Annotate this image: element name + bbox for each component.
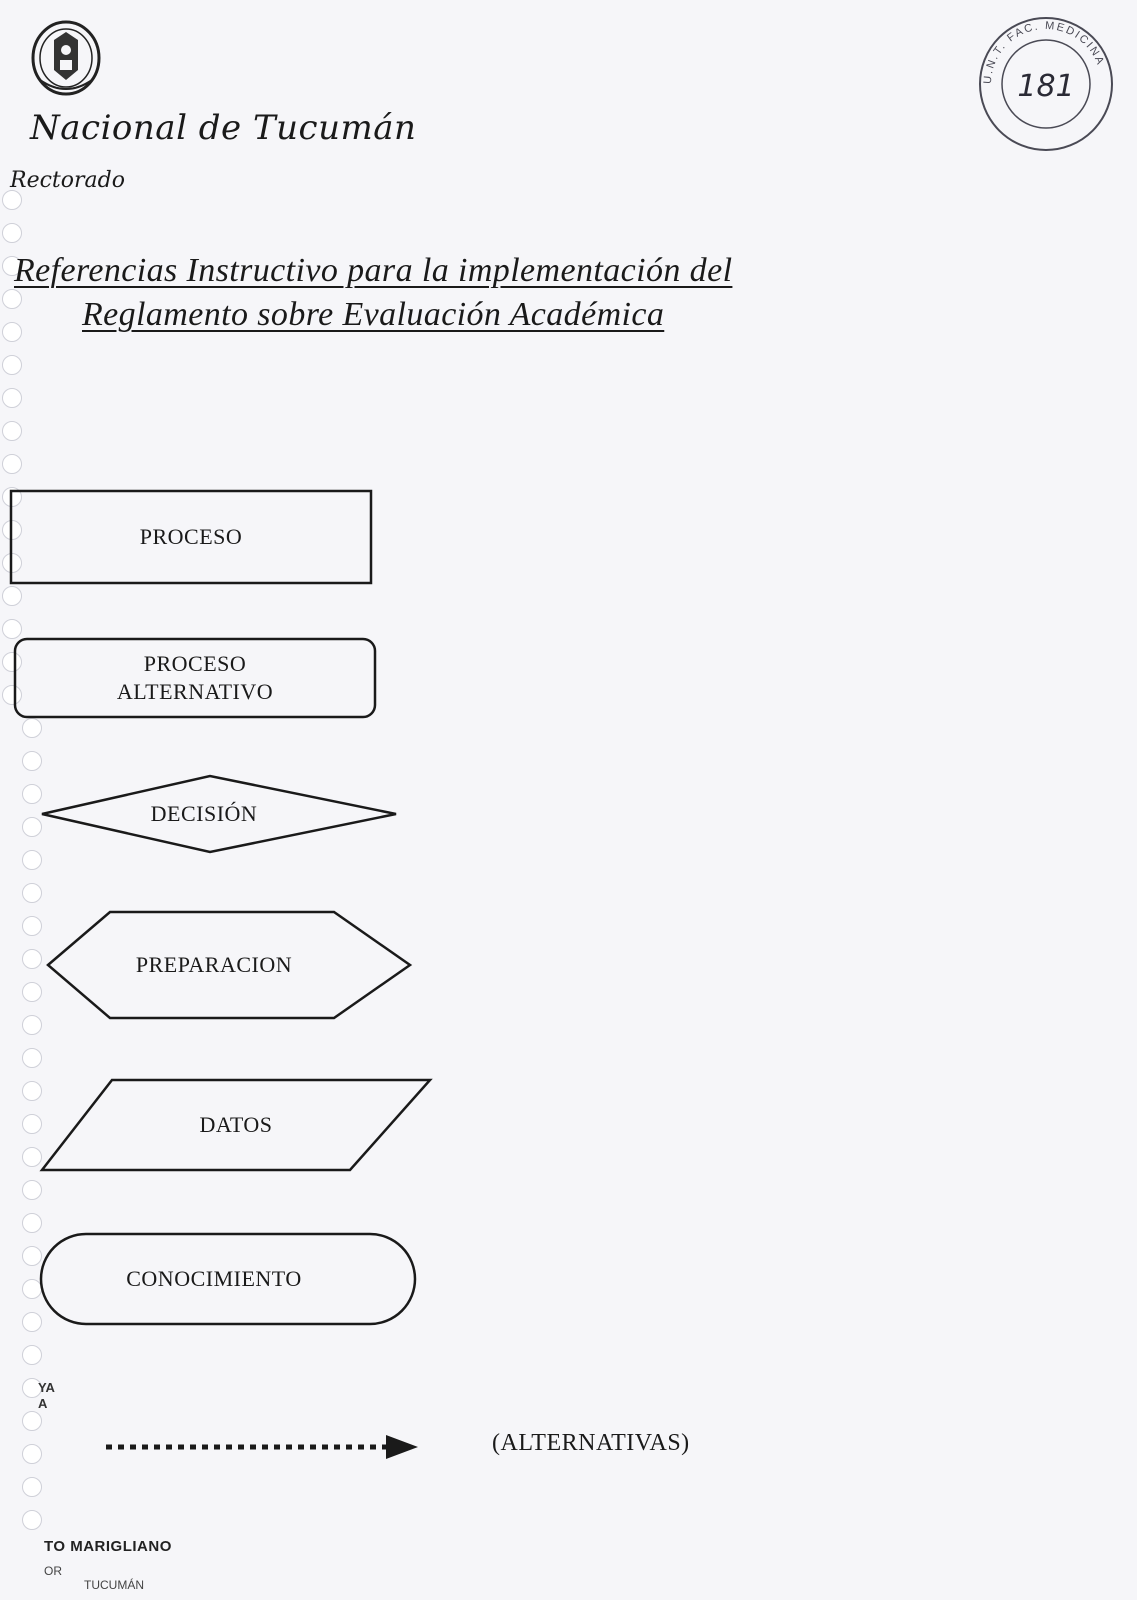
signature-line-2: OR: [44, 1564, 62, 1578]
symbol-alternate-process-line-1: PROCESO: [143, 651, 247, 676]
binding-hole: [22, 1510, 42, 1530]
binding-hole: [22, 784, 42, 804]
binding-hole: [22, 1246, 42, 1266]
symbol-knowledge: [40, 1232, 418, 1326]
symbol-alternate-process-line-2: ALTERNATIVO: [116, 679, 274, 704]
binding-hole: [22, 817, 42, 837]
binding-hole: [2, 289, 22, 309]
binding-hole: [22, 883, 42, 903]
dotted-arrow-connector: [104, 1432, 424, 1462]
binding-hole: [22, 1180, 42, 1200]
binding-hole: [22, 718, 42, 738]
binding-hole: [22, 1411, 42, 1431]
binding-hole: [2, 223, 22, 243]
letterhead-university: Nacional de Tucumán: [30, 108, 417, 148]
binding-hole: [22, 1444, 42, 1464]
binding-hole: [2, 355, 22, 375]
binding-hole: [2, 190, 22, 210]
signature-title-fragment: [44, 1564, 144, 1592]
binding-hole: [2, 454, 22, 474]
binding-hole: [22, 949, 42, 969]
binding-hole: [22, 1114, 42, 1134]
letterhead-office: Rectorado: [10, 168, 125, 193]
binding-hole: [22, 1048, 42, 1068]
binding-hole: [22, 1345, 42, 1365]
binding-hole: [2, 322, 22, 342]
symbol-data: [40, 1078, 432, 1172]
symbol-decision-label: DECISIÓN: [150, 801, 258, 826]
stamp-folio-number: 181: [1017, 69, 1075, 104]
symbol-process: [10, 490, 372, 584]
document-title-line-1: Referencias Instructivo para la implementación del: [14, 252, 733, 289]
signature-line-3: TUCUMÁN: [84, 1578, 144, 1592]
symbol-alternate-process: [14, 638, 376, 718]
signature-stamp-fragment-2: A: [38, 1396, 48, 1411]
binding-hole: [22, 982, 42, 1002]
signature-name-fragment: TO MARIGLIANO: [44, 1538, 172, 1555]
binding-hole: [22, 1279, 42, 1299]
symbol-decision: [40, 774, 398, 854]
document-title-line-2: Reglamento sobre Evaluación Académica: [82, 296, 665, 333]
binding-hole: [22, 850, 42, 870]
binding-hole: [22, 916, 42, 936]
university-crest-icon: [30, 20, 102, 98]
binding-hole: [22, 1147, 42, 1167]
binding-hole: [2, 586, 22, 606]
symbol-preparation-label: PREPARACION: [135, 952, 293, 977]
signature-stamp-fragment-1: YA: [38, 1380, 55, 1395]
symbol-preparation: [46, 910, 412, 1020]
connector-label: (ALTERNATIVAS): [492, 1430, 690, 1456]
binding-hole: [22, 751, 42, 771]
binding-hole: [2, 619, 22, 639]
symbol-alternate-process-label: [14, 638, 376, 718]
signature-stamp-fragment: [38, 1380, 55, 1412]
symbol-data-label: DATOS: [199, 1112, 273, 1137]
faculty-stamp: [976, 14, 1116, 154]
symbol-knowledge-label: CONOCIMIENTO: [126, 1266, 302, 1291]
symbol-process-label: PROCESO: [139, 524, 243, 549]
binding-hole: [22, 1081, 42, 1101]
binding-hole: [2, 421, 22, 441]
binding-hole: [22, 1015, 42, 1035]
binding-hole: [22, 1477, 42, 1497]
binding-hole: [2, 388, 22, 408]
binding-hole: [22, 1213, 42, 1233]
stamp-ring-text: U.N.T. FAC. MEDICINA: [981, 19, 1107, 85]
binding-hole: [22, 1312, 42, 1332]
